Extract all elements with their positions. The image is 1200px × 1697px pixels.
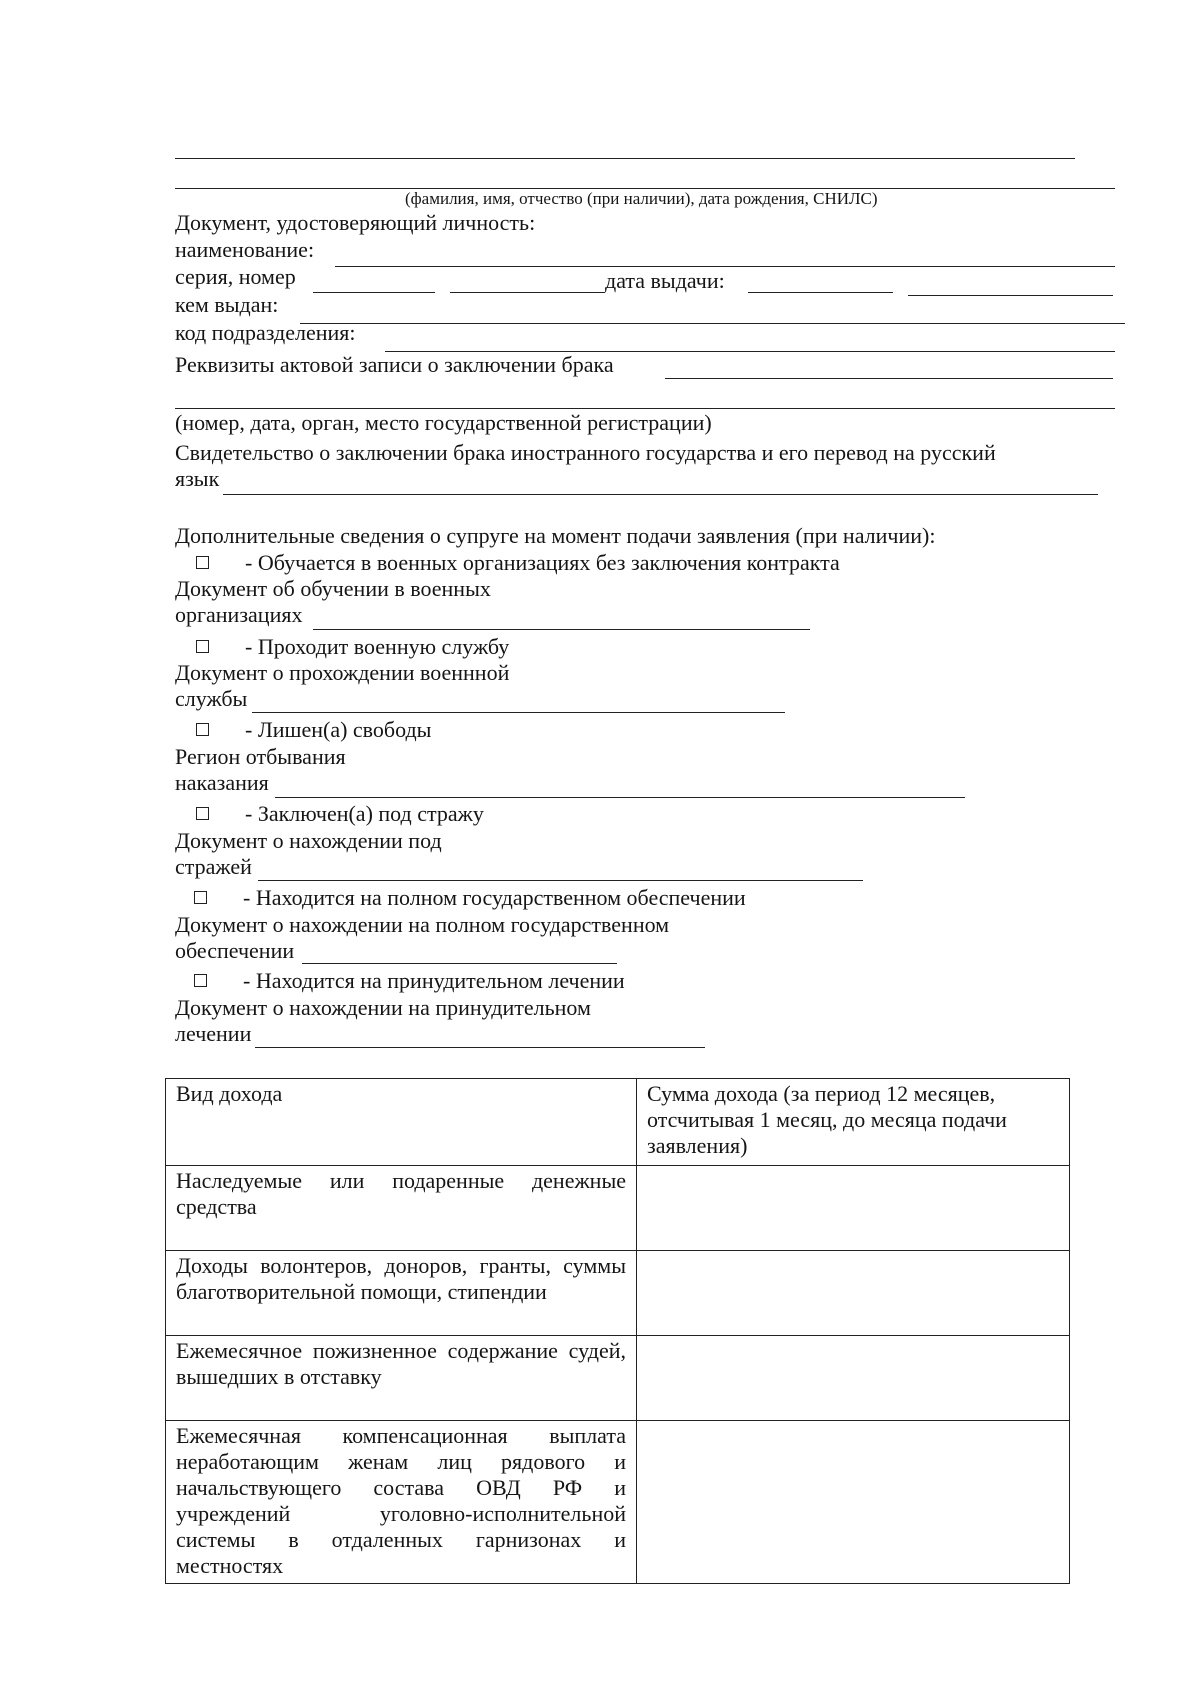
income-table [165,1078,1070,1584]
fio-caption: (фамилия, имя, отчество (при наличии), дата рождения, СНИЛС) [405,189,878,208]
series-number-label: серия, номер [175,264,296,289]
marriage-record-line-2[interactable] [175,408,1115,409]
table-row [166,1166,1070,1251]
income-amount-cell[interactable] [637,1421,1070,1584]
foreign-certificate-line[interactable] [223,494,1098,495]
fio-input-line-1[interactable] [175,158,1075,159]
compulsory-treatment-doc-label-2: лечении [175,1021,252,1046]
document-name-label: наименование: [175,237,315,262]
imprisoned-region-label-2: наказания [175,770,269,795]
state-support-doc-label-1: Документ о нахождении на полном государственном [175,912,670,937]
imprisoned-region-label-1: Регион отбывания [175,744,346,769]
in-custody-doc-label-2: стражей [175,854,252,879]
marriage-record-line-1[interactable] [665,378,1113,379]
option-military-study-checkbox[interactable] [196,556,209,569]
military-study-doc-label-1: Документ об обучении в военных [175,576,491,601]
option-imprisoned-label: - Лишен(а) свободы [245,717,432,742]
income-amount-header: Сумма дохода (за период 12 месяцев, отсчитывая 1 месяц, до месяца подачи заявления) [637,1079,1070,1166]
option-state-support-checkbox[interactable] [194,891,207,904]
option-compulsory-treatment-checkbox[interactable] [194,974,207,987]
income-type-cell: Наследуемые или подаренные денежные средства [166,1166,637,1251]
option-imprisoned-checkbox[interactable] [196,723,209,736]
military-study-doc-label-2: организациях [175,602,303,627]
income-type-cell: Доходы волонтеров, доноров, гранты, суммы благотворительной помощи, стипендии [166,1251,637,1336]
option-in-custody-label: - Заключен(а) под стражу [245,801,484,826]
issued-by-line[interactable] [300,323,1125,324]
state-support-doc-label-2: обеспечении [175,938,295,963]
document-name-line[interactable] [335,266,1115,267]
military-service-doc-label-2: службы [175,686,248,711]
table-row [166,1336,1070,1421]
table-row [166,1421,1070,1584]
income-amount-cell[interactable] [637,1336,1070,1421]
state-support-doc-line[interactable] [302,963,617,964]
option-state-support-label: - Находится на полном государственном обеспечении [243,885,746,910]
imprisoned-region-line[interactable] [275,797,965,798]
spouse-info-heading: Дополнительные сведения о супруге на момент подачи заявления (при наличии): [175,523,936,548]
compulsory-treatment-doc-line[interactable] [255,1047,705,1048]
number-line[interactable] [450,292,605,293]
income-table-header [166,1079,1070,1166]
option-compulsory-treatment-label: - Находится на принудительном лечении [243,968,625,993]
series-line[interactable] [313,292,435,293]
issued-by-label: кем выдан: [175,292,279,317]
military-service-doc-line[interactable] [252,712,785,713]
marriage-record-caption: (номер, дата, орган, место государственной регистрации) [175,410,712,435]
military-service-doc-label-1: Документ о прохождении военнной [175,660,510,685]
income-type-cell: Ежемесячная компенсационная выплата неработающим женам лиц рядового и начальствующего состава ОВД РФ и учреждений уголовно-исполнительной системы в отдаленных гарнизонах и местностях [166,1421,637,1584]
marriage-record-label: Реквизиты актовой записи о заключении брака [175,352,614,377]
income-type-header: Вид дохода [166,1079,637,1166]
income-amount-cell[interactable] [637,1251,1070,1336]
issue-date-line-day[interactable] [748,292,893,293]
foreign-certificate-label-1: Свидетельство о заключении брака иностранного государства и его перевод на русский [175,440,996,465]
income-type-cell: Ежемесячное пожизненное содержание судей, вышедших в отставку [166,1336,637,1421]
identity-heading: Документ, удостоверяющий личность: [175,210,536,235]
military-study-doc-line[interactable] [313,629,810,630]
issue-date-line-year[interactable] [908,295,1113,296]
division-code-label: код подразделения: [175,320,356,345]
option-military-service-label: - Проходит военную службу [245,634,510,659]
issue-date-label: дата выдачи: [605,268,725,293]
table-row [166,1251,1070,1336]
option-military-study-label: - Обучается в военных организациях без заключения контракта [245,550,840,575]
foreign-certificate-label-2: язык [175,466,220,491]
in-custody-doc-line[interactable] [258,880,863,881]
option-military-service-checkbox[interactable] [196,640,209,653]
option-in-custody-checkbox[interactable] [196,807,209,820]
income-amount-cell[interactable] [637,1166,1070,1251]
in-custody-doc-label-1: Документ о нахождении под [175,828,442,853]
compulsory-treatment-doc-label-1: Документ о нахождении на принудительном [175,995,591,1020]
